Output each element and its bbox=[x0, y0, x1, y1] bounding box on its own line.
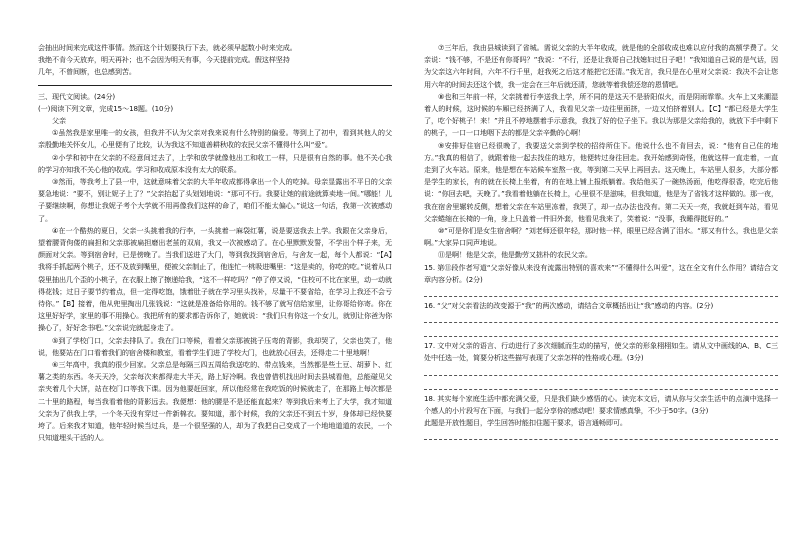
answer-line[interactable] bbox=[424, 429, 778, 440]
article-paragraph: ⑨安排好住宿已经很晚了，我要送父亲到学校的招待所住下。他说什么也不肯回去，说：“他有自己住的地方。”我真的相信了，就跟着他一起去找住的地方，他便转过身往回走。我开始感到奇怪，他就这样一直走着，一直走到了火车站。原来，他是想在车站候车室熬一夜，等到第二天早上再回去。这天晚上，车站里人很多，大部分都是学生的家长，有的就在长椅上坐着，有的在地上铺上报纸躺着。我给他买了一碗热汤面，他吃得很香，吃完后他说：“你回去吧，天晚了。”我看着他躺在长椅上，心里很不是滋味，但我知道，他是为了省钱才这样做的。那一夜，我在宿舍里辗转反侧，想着父亲在车站里冻着，我哭了，却一点办法也没有。第二天天一亮，我就赶到车站，看见父亲蜷缩在长椅的一角，身上只盖着一件旧外套，他看见我来了，笑着说：“没事，我睡得挺好的。” bbox=[424, 140, 778, 223]
question-18: 18. 其实每个家庭生活中都充满父爱，只是我们缺少感悟的心。读完本文后，请从你与父亲生活中的点滴中选择一个感人的小片段写在下面，与我们一起分享你的感动吧！要求情感真挚，不少于50字。(3分) bbox=[424, 393, 778, 415]
top-line: 我绝不肯今天放弃，明天再补；也不会因为明天有事，今天提前完成。假这样坚持 bbox=[38, 55, 290, 65]
article-paragraph: ⑩“可是你们是女生宿舍啊？”刘老师还很年轻，那时他一样，眼里已经含满了泪水。“那又有什么，我也是父亲啊。”大家异口同声地说。 bbox=[424, 226, 778, 248]
article-title: 父亲 bbox=[52, 116, 66, 126]
article-paragraph: ④在一个酷热的夏日，父亲一头挑着我的行李，一头挑着一麻袋红薯，说是要送我去上学。我跟在父亲身后，望着腰背佝偻的扁担和父亲那被扁担磨出老茧的双肩，我又一次被感动了。在心里默默发誓，不学出个样子来，无颜面对父亲。等到宿舍时，已是傍晚了。当我们送进了大门，等到我找到宿舍后，与舍友一起，每个人都说：“【A】我将手抓起两个桃子，还不及放到嘴里，便被父亲制止了，他连忙一桃吸进嘴里：“这是卖的，你吃的吃。”说着从口袋里抽出几个歪的小桃子，在衣服上擦了擦递给我，“这不一样吃吗？”停了停又说，“住校可不比在家里，动一动就得花钱；过日子要节约着点，但一定得吃饱，饿着肚子就在学习里头找补，尽量干不要省给，在学习上我还不会亏待你。”【B】接着，他从兜里掏出几张钱说：“这就是准备给你用的。钱不够了就写信给家里，让你哥给你寄。你在这里好好学，家里的事不用操心。我把所有的要求都告诉你了，她就说：“我们只有你这一个女儿，就别让你爸为你操心了，好好念书吧。”父亲说完就起身走了。 bbox=[38, 225, 392, 333]
left-column bbox=[38, 42, 392, 445]
top-line: 会抽出时间来完成这件事情。然而这个计划要执行下去，就必须早起数小时来完成。 bbox=[38, 43, 297, 52]
answer-note: 此题是开放性题目，学生回答时能扣住题干要求，语言通畅即可。 bbox=[424, 418, 627, 428]
answer-line[interactable] bbox=[424, 312, 778, 323]
question-17: 17. 文中对父亲的语言、行动进行了多次细腻而生动的描写，使父亲的形象栩栩如生。请从文中画线的A、B、C三处中任选一处，简要分析这些描写表现了父亲怎样的性格或心理。(3分) bbox=[424, 341, 778, 363]
article-paragraph: ⑤到了学校门口，父亲去排队了。我在门口等候，看着父亲那被挑子压弯的背影，我却哭了，父亲也笑了，他说，他要站在门口看着我们的宿舍楼和教室，看着学生们进了学校大门，也就放心回去，还得走二十里地啊！ bbox=[38, 335, 392, 357]
right-column bbox=[424, 42, 778, 443]
answer-line[interactable] bbox=[424, 379, 778, 390]
section-heading: 三、现代文阅读。(24分) bbox=[38, 91, 116, 101]
article-paragraph: ②小学和初中在父亲的不经意间过去了，上学和放学就像他出工和收工一样，只是很有自然的事。他不关心我的学习亦知我不关心他的收成。学习和收成原本没有太大的联系。 bbox=[38, 152, 392, 174]
answer-line[interactable] bbox=[424, 365, 778, 376]
article-paragraph: ⑧也和三年前一样，父亲挑着行李送我上学，所不同的是这天不是骄阳似火，而是阴雨霏霏。火车上又来潮湿着人的时候，这时候的车厢已经挤满了人，我看见父亲一边往里面挤，一边又怕挤着别人。【C】“都已经是大学生了，吃个好桃子！来！”并且不停地摆着手示意我，我找了好的位子坐下。我以为那是父亲给我的，就放下手中剩下的桃子，一口一口地咽下去的都是父亲辛勤的心啊！ bbox=[424, 91, 778, 138]
answer-line[interactable] bbox=[424, 286, 778, 297]
article-paragraph: ⑥三年高中，我真的很少回家。父亲总是每隔三四五周给我送吃的、带点钱来，当然都是些土豆、胡萝卜、红薯之类的东西。冬天天冷，父亲每次来都得走大半天，路上好冷啊。我也曾借机找出时间去县城看他，总能碰见父亲夹着几个大饼，站在校门口等我下课。因为他要赶回家，所以他经常在我吃饭的时候就走了，在那路上每次都是二十里的路程，每当我看着他的背影远去。我便想：他的腰是不是还能直起来？等到我后来考上了大学，我才知道父亲为了供我上学，一个冬天没有穿过一件新棉衣。要知道，那个时候，我的父亲还不到五十岁，身体却已经快要垮了。后来我才知道，他年轻时候当过兵，是一个很坚强的人，却为了我把自己变成了一个地地道道的农民，一个只知道埋头干活的人。 bbox=[38, 360, 392, 443]
article-paragraph: ③然而，等我考上了县一中，这就意味着父亲的大半年收成都得拿出一个人的吃掉。母亲显露出不平日的父亲要急地说：“要不，别让妮子上了？”父亲抬起了头划划地说：“那可不行。我要让她的前途就算卖地一间。”哪能！儿子要继续啊，你想让我妮子考个大学就不用再像我们这样的命了，咱们不能太偏心。”说这一句话，我第一次被感动了。 bbox=[38, 177, 392, 223]
sub-heading: (一)阅读下列文章，完成15～18题。(10分) bbox=[38, 103, 174, 113]
top-line: 几年，不曾间断，也总感到苦。 bbox=[38, 67, 136, 77]
section-divider bbox=[38, 85, 392, 86]
article-paragraph: ⑪是啊！他是父亲，他是勤劳又拙朴的农民父亲。 bbox=[438, 250, 592, 260]
question-16: 16. “父”对父亲看法的改变源于“我”的两次感动，请结合文章概括出让“我”感动的内容。(2分) bbox=[424, 301, 714, 311]
article-paragraph: ⑦三年后，我由县城读到了省城。需说父亲的大半年收成，就是他的全部收成也难以应付我的高额学费了。父亲说：“钱不够，不是还有你哥吗？”我说：“不行，还是让我哥自己找媳妇过日子吧！”我知道自己说的是气话，因为父亲这六年时间，六年不行千里，赶我死之后这才能把它还清。”我无言，我只是在心里对父亲说：我决不会让您用六年的时间去还这个债，我一定会在三年后就还清，您就等着我偿还您的恩情吧。 bbox=[424, 43, 778, 89]
question-15: 15. 第⑪段作者写道“父亲好像从来没有流露出特别的喜欢来”“不懂得什么叫爱”，这在全文有什么作用？请结合文章内容分析。(2分) bbox=[424, 262, 778, 284]
article-paragraph: ①虽然我是家里唯一的女孩，但我并不认为父亲对我来说有什么特别的偏爱。等到上了初中，看到其他人的父亲殷勤地关怀女儿，心里便有了比较，认为我这不知道善耕秋收的农民父亲不懂得什么叫“爱”。 bbox=[38, 128, 392, 150]
answer-line[interactable] bbox=[424, 326, 778, 337]
